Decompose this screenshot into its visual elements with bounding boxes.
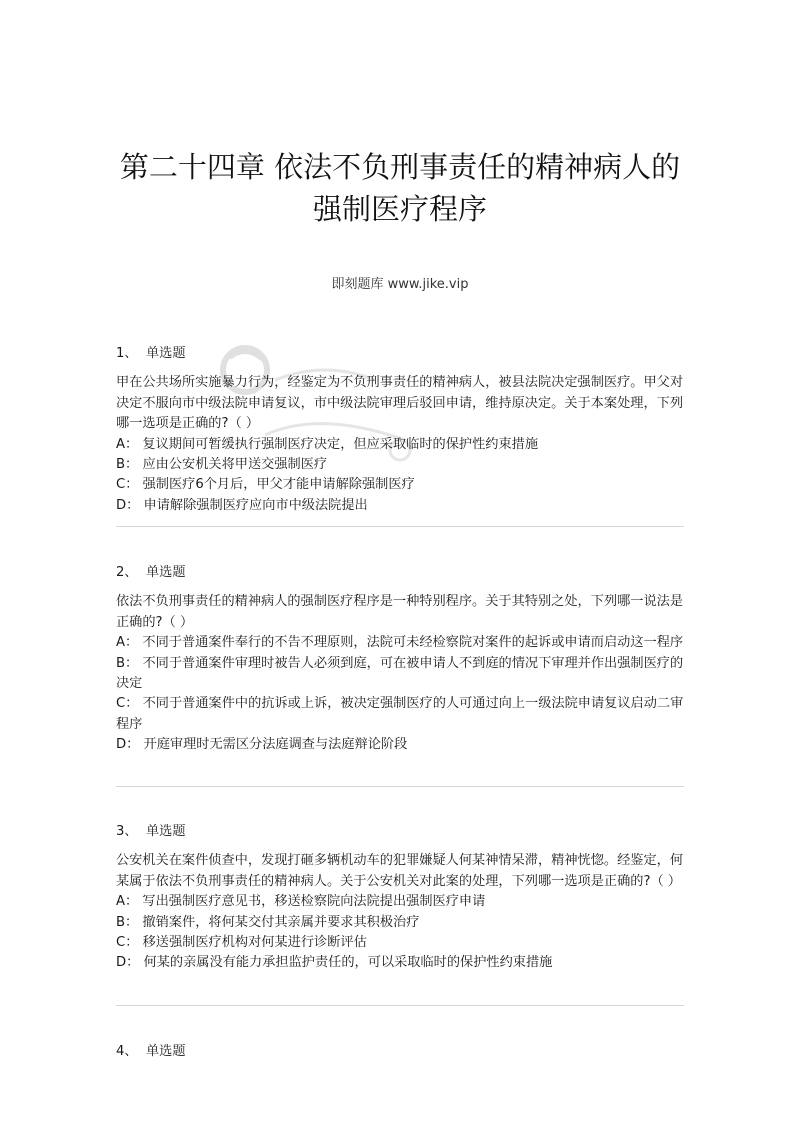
document-title [60, 146, 740, 230]
question-type: 单选题 [145, 824, 186, 839]
option-c [116, 475, 690, 495]
question-3 [116, 822, 690, 974]
option-key: D： [116, 955, 140, 971]
question-stem: 公安机关在案件侦查中，发现打砸多辆机动车的犯罪嫌疑人何某神情呆滞，精神恍惚。经鉴定，何某属于依法不负刑事责任的精神病人。关于公安机关对此案的处理，下列哪一选项是正确的?（ ） [116, 853, 684, 889]
question-4 [116, 1042, 690, 1071]
question-type: 单选题 [145, 565, 186, 580]
question-type: 单选题 [145, 1044, 186, 1059]
option-text: 写出强制医疗意见书，移送检察院向法院提出强制医疗申请 [142, 894, 486, 910]
option-b [116, 455, 690, 475]
option-key: C： [116, 477, 139, 493]
question-number: 3、 [116, 824, 138, 839]
option-key: D： [116, 737, 140, 753]
option-key: A： [116, 894, 139, 910]
option-d [116, 735, 690, 755]
option-key: A： [116, 635, 139, 651]
question-header [116, 563, 690, 583]
option-a [116, 892, 690, 912]
option-text: 申请解除强制医疗应向市中级法院提出 [143, 497, 368, 513]
title-line-2: 强制医疗程序 [312, 192, 487, 226]
option-key: A： [116, 436, 139, 452]
option-a [116, 435, 690, 455]
option-key: C： [116, 935, 139, 951]
title-line-1: 第二十四章 依法不负刑事责任的精神病人的 [119, 150, 681, 184]
option-key: B： [116, 655, 139, 671]
question-header [116, 822, 690, 842]
question-stem: 依法不负刑事责任的精神病人的强制医疗程序是一种特别程序。关于其特别之处，下列哪一说法是正确的?（ ） [116, 594, 684, 630]
source-subtitle: 即刻题库 www.jike.vip [331, 277, 469, 292]
question-2 [116, 563, 690, 756]
question-header [116, 1042, 690, 1062]
option-text: 撤销案件，将何某交付其亲属并要求其积极治疗 [142, 914, 420, 930]
option-c [116, 933, 690, 953]
option-text: 复议期间可暂缓执行强制医疗决定，但应采取临时的保护性约束措施 [142, 436, 539, 452]
question-divider [116, 786, 684, 787]
option-key: B： [116, 914, 139, 930]
option-text: 何某的亲属没有能力承担监护责任的，可以采取临时的保护性约束措施 [143, 955, 553, 971]
option-key: C： [116, 696, 139, 712]
option-key: B： [116, 457, 139, 473]
question-header [116, 344, 690, 364]
option-text: 开庭审理时无需区分法庭调查与法庭辩论阶段 [143, 737, 408, 753]
question-divider [116, 1005, 684, 1006]
option-b [116, 913, 690, 933]
question-type: 单选题 [145, 346, 186, 361]
option-a [116, 633, 690, 653]
option-text: 移送强制医疗机构对何某进行诊断评估 [142, 935, 367, 951]
option-text: 强制医疗6个月后，甲父才能申请解除强制医疗 [142, 477, 415, 493]
question-number: 4、 [116, 1044, 138, 1059]
option-text: 不同于普通案件审理时被告人必须到庭，可在被申请人不到庭的情况下审理并作出强制医疗的决定 [116, 655, 684, 692]
option-key: D： [116, 497, 140, 513]
question-number: 1、 [116, 346, 138, 361]
question-1 [116, 344, 690, 516]
option-c [116, 694, 690, 735]
question-number: 2、 [116, 565, 138, 580]
option-text: 不同于普通案件中的抗诉或上诉，被决定强制医疗的人可通过向上一级法院申请复议启动二审程序 [116, 696, 684, 732]
option-text: 不同于普通案件奉行的不告不理原则，法院可未经检察院对案件的起诉或申请而启动这一程序 [142, 635, 684, 651]
option-d [116, 953, 690, 973]
option-text: 应由公安机关将甲送交强制医疗 [142, 457, 328, 473]
question-divider [116, 526, 684, 527]
question-stem: 甲在公共场所实施暴力行为，经鉴定为不负刑事责任的精神病人，被县法院决定强制医疗。甲父对决定不服向市中级法院申请复议，市中级法院审理后驳回申请，维持原决定。关于本案处理，下列哪一选项是正确的?（ ） [116, 375, 684, 432]
option-b [116, 654, 690, 695]
option-d [116, 496, 690, 516]
